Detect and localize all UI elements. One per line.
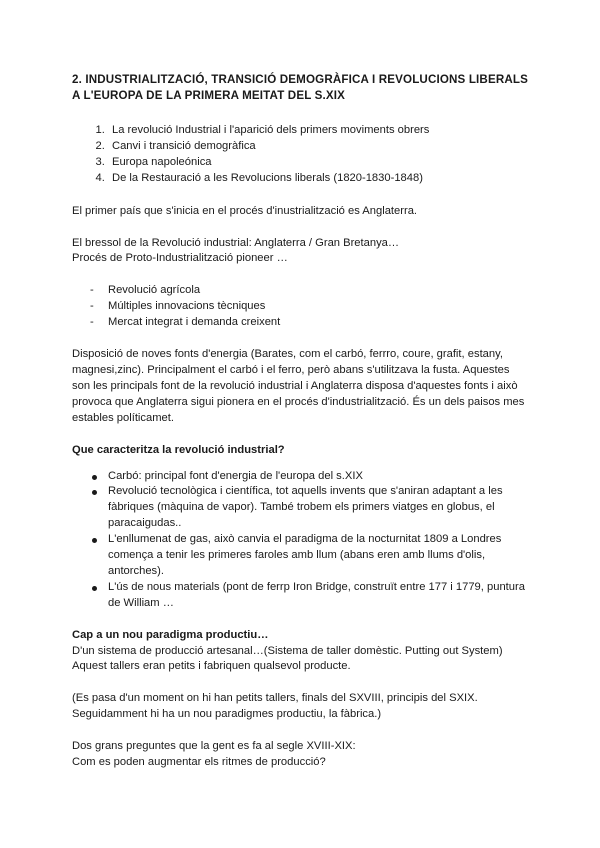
list-item: Carbó: principal font d'energia de l'europa del s.XIX (108, 469, 528, 485)
list-item: 1. La revolució Industrial i l'aparició dels primers moviments obrers (108, 123, 528, 139)
paragraph-cradle: El bressol de la Revolució industrial: Anglaterra / Gran Bretanya… (72, 236, 400, 249)
list-item: L'ús de nous materials (pont de ferrp Iron Bridge, construït entre 177 i 1779, puntura de William … (108, 580, 528, 612)
document-page (72, 72, 528, 771)
paragraph-question-production: Com es poden augmentar els ritmes de producció? (72, 756, 326, 769)
list-item: - Revolució agrícola (90, 283, 528, 299)
characteristics-bullet-list (72, 469, 528, 612)
paragraph-transition: (Es pasa d'un moment on hi han petits tallers, finals del SXVIII, principis del SXIX. Seguidamment hi ha un nou paradigmes productiu, la fàbrica.) (72, 692, 478, 721)
list-item: - Mercat integrat i demanda creixent (90, 315, 528, 331)
list-item: 3. Europa napoleónica (108, 155, 528, 171)
list-item: L'enllumenat de gas, això canvia el paradigma de la nocturnitat 1809 a Londres comença a tenir les primeres faroles amb llum (abans eren amb llums d'olis, antorches). (108, 532, 528, 580)
paragraph-questions-intro: Dos grans preguntes que la gent es fa al segle XVIII-XIX: (72, 740, 356, 753)
factors-dash-list (72, 283, 528, 331)
paragraph-artisanal-production: D'un sistema de producció artesanal…(Sistema de taller domèstic. Putting out System) Aquest tallers eran petits i fabriquen qualsevol producte. (72, 644, 503, 673)
section-title-characterize: Que caracteritza la revolució industrial? (72, 443, 285, 456)
section-title-paradigm: Cap a un nou paradigma productiu… (72, 628, 269, 641)
chapter-heading: 2. INDUSTRIALITZACIÓ, TRANSICIÓ DEMOGRÀFICA I REVOLUCIONS LIBERALS A L'EUROPA DE LA PRIMERA MEITAT DEL S.XIX (72, 73, 528, 102)
paragraph-proto-industrialization: Procés de Proto-Industrialització pioneer … (72, 252, 288, 265)
topic-index-list (72, 123, 528, 187)
paragraph-first-country: El primer país que s'inicia en el procés d'inustrialització es Anglaterra. (72, 204, 418, 217)
list-item: 2. Canvi i transició demogràfica (108, 139, 528, 155)
list-item: - Múltiples innovacions tècniques (90, 299, 528, 315)
paragraph-energy-sources: Disposició de noves fonts d'energia (Barates, com el carbó, ferrro, coure, grafit, estany, magnesi,zinc). Principalment el carbó i el ferro, però abans s'utilitzava la fusta. Aquestes son les principals font de la revolució industrial i Anglaterra disposa d'aquestes fonts i això provoca que Anglaterra sigui pionera en el procés d'industrialització. És un dels paisos mes estables políticamet. (72, 348, 525, 424)
list-item: 4. De la Restauració a les Revolucions liberals (1820-1830-1848) (108, 171, 528, 187)
list-item: Revolució tecnològica i científica, tot aquells invents que s'aniran adaptant a les fàbriques (màquina de vapor). També trobem els primers viatges en globus, el paracaigudas.. (108, 484, 528, 532)
